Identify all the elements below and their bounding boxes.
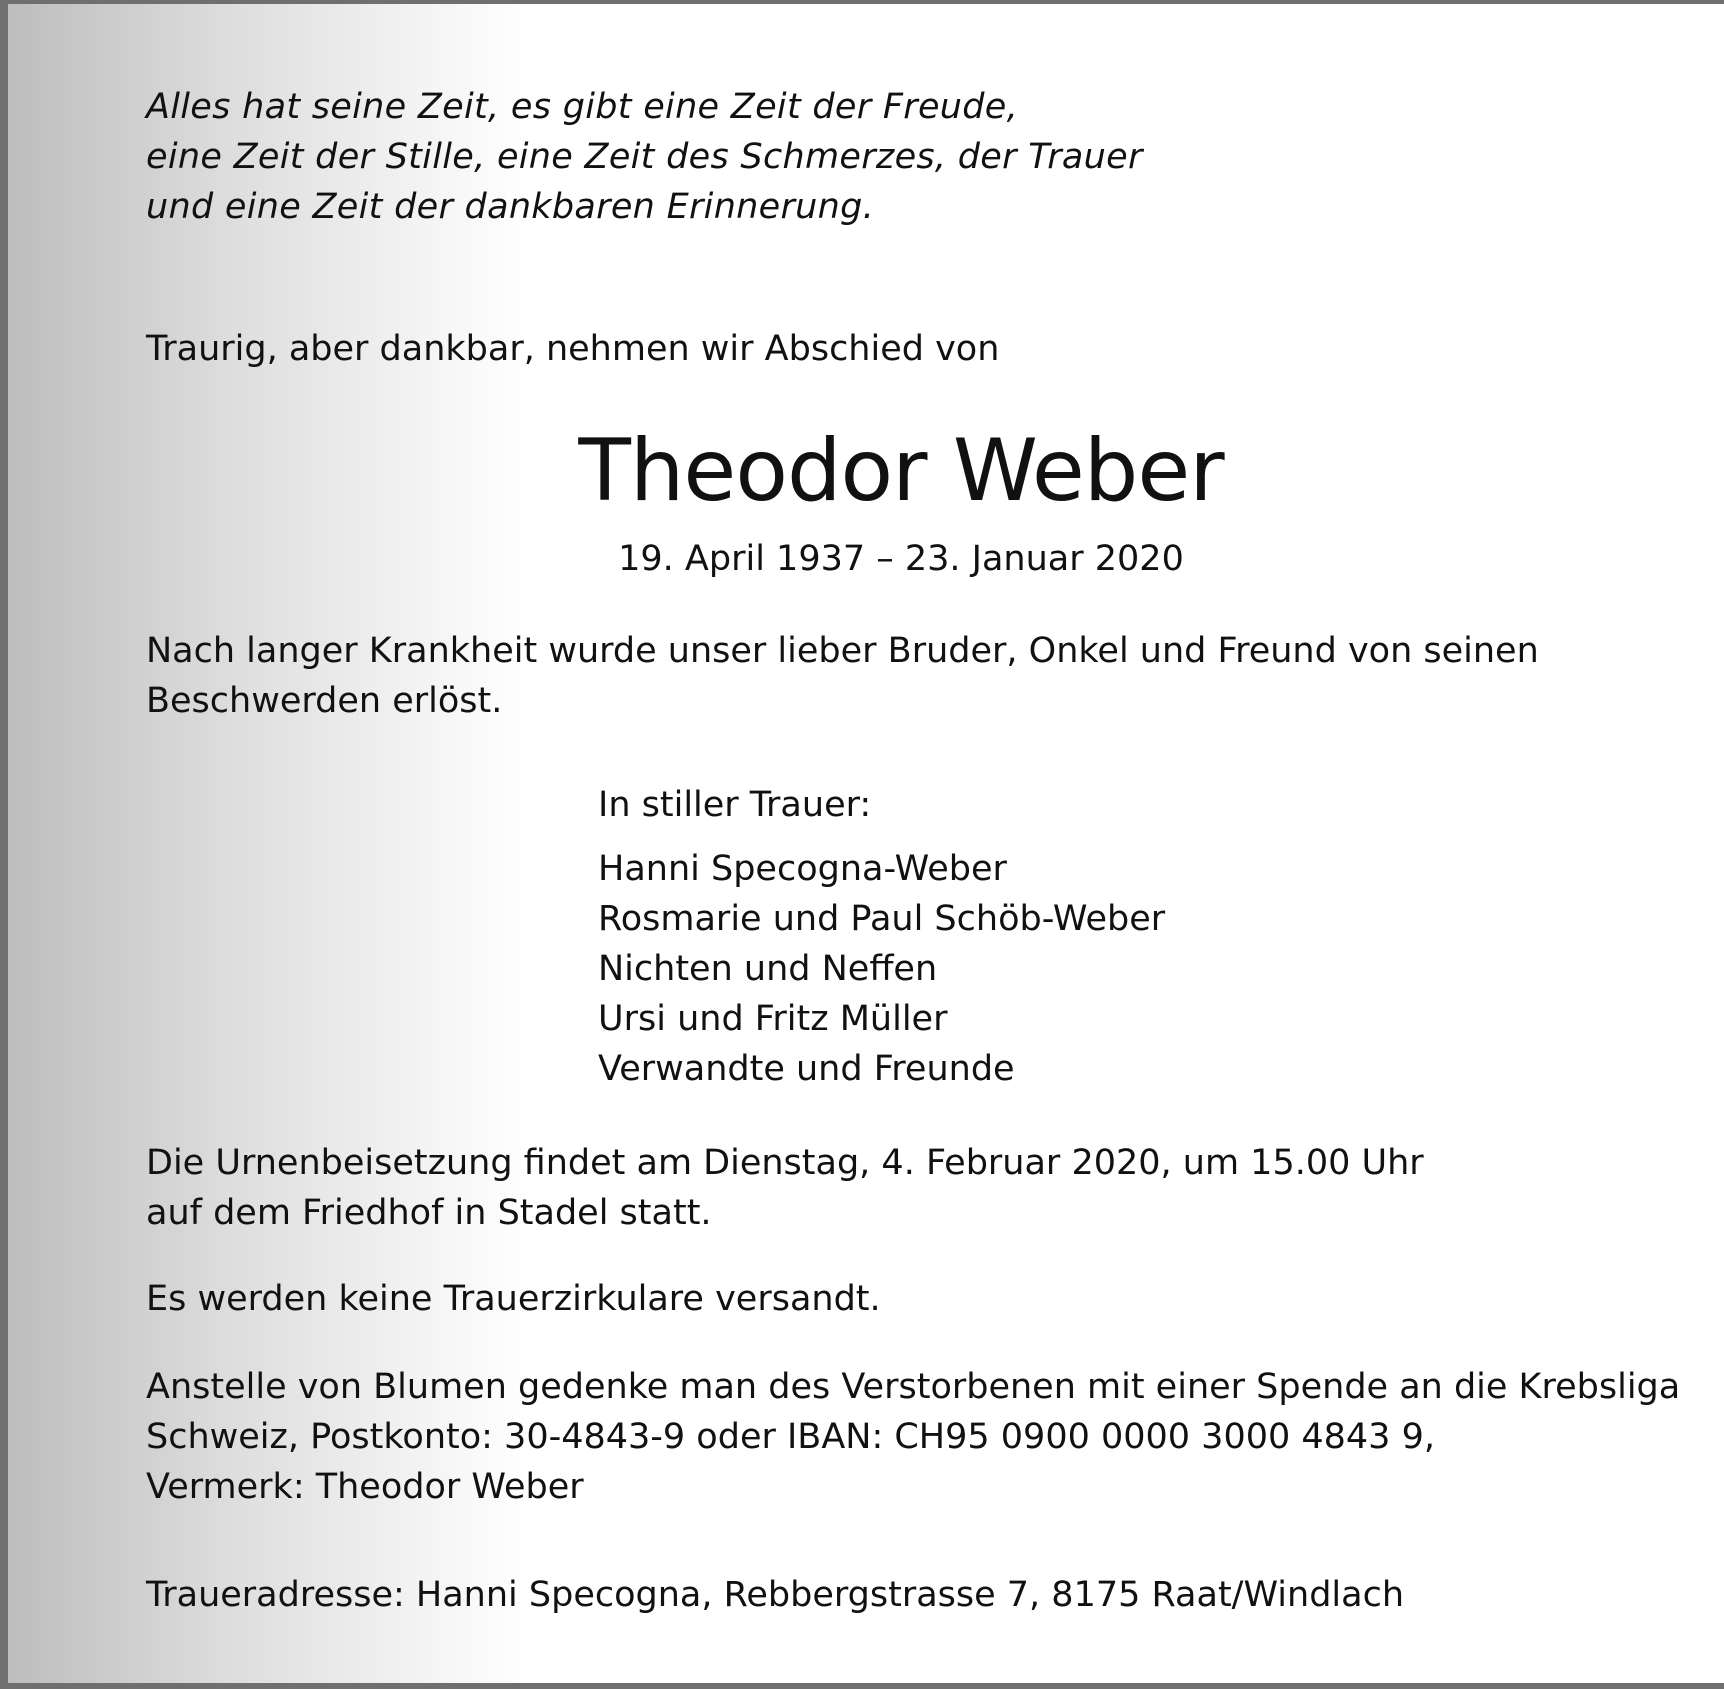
mourners-label: In stiller Trauer:	[598, 785, 872, 825]
donation-line: Schweiz, Postkonto: 30-4843-9 oder IBAN: CH95 0900 0000 3000 4843 9,	[146, 1417, 1435, 1457]
farewell-intro: Traurig, aber dankbar, nehmen wir Abschied von	[146, 329, 1000, 369]
donation-line: Anstelle von Blumen gedenke man des Verstorbenen mit einer Spende an die Krebsliga	[146, 1367, 1681, 1407]
mourners-list	[598, 844, 1165, 1094]
mourning-address: Traueradresse: Hanni Specogna, Rebbergstrasse 7, 8175 Raat/Windlach	[146, 1575, 1405, 1615]
mourner-name: Verwandte und Freunde	[598, 1049, 1015, 1089]
opening-quote	[146, 82, 1143, 232]
quote-line: Alles hat seine Zeit, es gibt eine Zeit der Freude,	[146, 87, 1019, 127]
circulars-notice: Es werden keine Trauerzirkulare versandt.	[146, 1279, 881, 1319]
mourner-name: Hanni Specogna-Weber	[598, 849, 1007, 889]
donation-line: Vermerk: Theodor Weber	[146, 1467, 584, 1507]
quote-line: und eine Zeit der dankbaren Erinnerung.	[146, 187, 875, 227]
life-dates: 19. April 1937 – 23. Januar 2020	[618, 539, 1184, 579]
burial-line: auf dem Friedhof in Stadel statt.	[146, 1193, 712, 1233]
illness-line: Nach langer Krankheit wurde unser lieber Bruder, Onkel und Freund von seinen	[146, 631, 1539, 671]
burial-paragraph	[146, 1138, 1424, 1238]
mourner-name: Nichten und Neffen	[598, 949, 938, 989]
mourner-name: Ursi und Fritz Müller	[598, 999, 948, 1039]
illness-line: Beschwerden erlöst.	[146, 681, 503, 721]
donation-paragraph	[146, 1362, 1680, 1512]
quote-line: eine Zeit der Stille, eine Zeit des Schmerzes, der Trauer	[146, 137, 1143, 177]
mourner-name: Rosmarie und Paul Schöb-Weber	[598, 899, 1166, 939]
deceased-name: Theodor Weber	[578, 421, 1224, 521]
burial-line: Die Urnenbeisetzung findet am Dienstag, 4. Februar 2020, um 15.00 Uhr	[146, 1143, 1424, 1183]
illness-paragraph	[146, 626, 1539, 726]
